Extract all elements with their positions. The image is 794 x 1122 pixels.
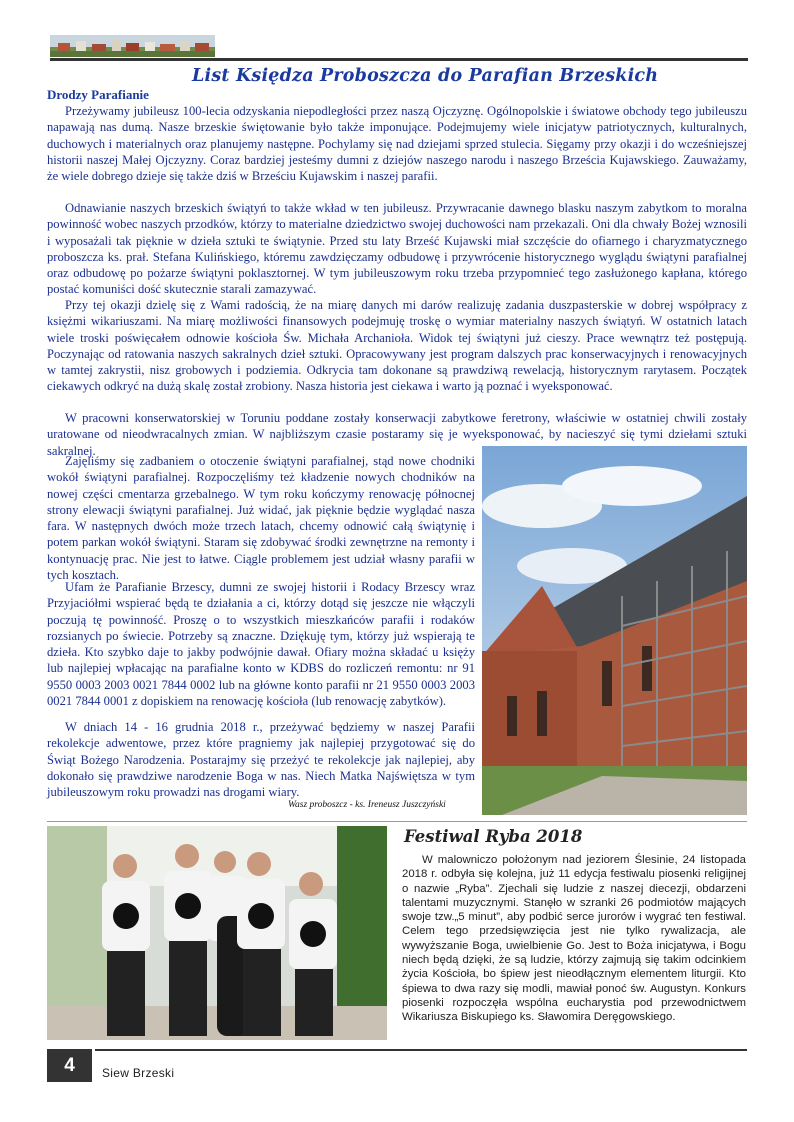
letter-signature: Wasz proboszcz - ks. Ireneusz Juszczyński	[288, 800, 446, 810]
footer-rule	[95, 1049, 747, 1051]
festival-paragraph: W malowniczo położonym nad jeziorem Ślesinie, 24 listopada 2018 r. odbyła się kolejna, już 11 edycja festiwalu piosenki religijnej o nazwie „Ryba”. Zjechali się ludzie z naszej diecezji, obdarzeni talentami muzycznymi. Stanęło w szranki 26 podmiotów mających swoje tzw.„5 minut”, aby podbić serce jurorów i wygrać ten festiwal. Celem tego przedsięwzięcia jest nie tylko rywalizacja, ale wywyższanie Boga, uwielbienie Go. Jest to Boża inicjatywa, i Bogu niech będą dzięki, że są ludzie, którzy zajmują się takim odcinkiem życia Kościoła, bo śpiew jest nieodłącznym elementem liturgii. Kto śpiewa to dwa razy się modli, mawiał ponoć św. Augustyn. Konkurs piosenki rozpoczęła wspólna eucharystia pod przewodnictwem Wikariusza Biskupiego ks. Sławomira Deręgowskiego.	[402, 854, 746, 1024]
letter-paragraph: Przy tej okazji dzielę się z Wami radością, że na miarę danych mi darów realizuję zadania duszpasterskie w dobrej współpracy z księżmi wikariuszami. Na miarę możliwości finansowych podejmuję troskę o wymiar materialny naszych świątyń. W ostatnich latach wiele troski poświęcałem odnowie kościoła Św. Michała Archanioła. Widok tej świątyni już cieszy. Prace wewnątrz też postępują. Poczynając od ratowania naszych sakralnych dzieł sztuki. Opracowywany jest program dalszych prac konserwacyjnych i renowacyjnych w tamtej zakrystii, nisz grobowych i podziemia. Odkrycia tam dokonane są prawdziwą rewelacją, historycznym rarytasem. Początek ciekawych odkryć na dużą skalę został zrobiony. Nasza historia jest ciekawa i warto ją poznać i wyeksponować.	[47, 298, 747, 394]
letter-paragraph: Zajęliśmy się zadbaniem o otoczenie świątyni parafialnej, stąd nowe chodniki wokół świątyni parafialnej. Rozpoczęliśmy też kładzenie nowych chodników na nowej części cmentarza grzebalnego. W tym roku kończymy renowację północnej strony elewacji świątyni parafialnej. Już widać, jak pięknie będzie wyglądać nasza fara. W następnych dwóch może trzech latach, chcemy odnowić całą świątynię i potem parkan wokół świątyni. Staram się zdobywać środki zewnętrzne na remonty i kontynuację prac. Nie jest to łatwe. Ciągle problemem jest udział własny parafii w tych kosztach.	[47, 454, 475, 583]
letter-paragraph: W pracowni konserwatorskiej w Toruniu poddane zostały konserwacji zabytkowe feretrony, właściwie w ostatniej chwili zostały uratowane od nieodwracalnych zmian. W najbliższym czasie postaramy się je wyeksponować, by nacieszyć się tymi dziełami sztuki sakralnej.	[47, 411, 747, 458]
band-group-photo	[47, 826, 387, 1040]
letter-paragraph: Ufam że Parafianie Brzescy, dumni ze swojej historii i Rodacy Brzescy wraz Przyjaciółmi wspierać będą te działania a ci, którzy dotąd się jeszcze nie włączyli poczują tę powinność. Proszę o to wszystkich mieszkańców parafii i rodaków rozsianych po świecie. Potrzeby są znaczne. Dziękuję tym, którzy już wspierają te dzieła. Kto szybko daje to jakby podwójnie dawał. Ofiary można składać u księży lub najlepiej wpłacając na parafialne konto w KDBS do rozliczeń remontu: nr 91 9550 0003 2003 0021 7844 0002 lub na główne konto parafii nr 21 9550 0003 2003 0021 7844 0001 z dopiskiem na renowację kościoła (lub renowację zabytków).	[47, 580, 475, 709]
letter-paragraph: Odnawianie naszych brzeskich świątyń to także wkład w ten jubileusz. Przywracanie dawnego blasku naszym zabytkom to moralna powinność wobec naszych przodków, którzy to materialne dziedzictwo swojej duchowości nam przekazali. Oni dla chwały Bożej wznosili i wyposażali tak pięknie w dzieła sztuki te świątynie. Przed stu laty Brześć Kujawski miał szczęście do ofiarnego i charyzmatycznego proboszcza ks. prał. Stefana Kulińskiego, któremu zawdzięczamy odbudowę i przywrócenie historycznego wyglądu świątyni parafialnej oraz odbudowę po pożarze świątyni poklasztornej. W tym jubileuszowym roku trzeba przypomnieć tego zasłużonego kapłana, którego postać komuniści dość skutecznie starali zamazywać.	[47, 201, 747, 297]
letter-title: List Księdza Proboszcza do Parafian Brzeskich	[192, 66, 659, 86]
church-scaffolding-photo	[482, 446, 747, 815]
section-divider	[47, 821, 747, 822]
festival-title: Festiwal Ryba 2018	[404, 827, 583, 846]
letter-paragraph: W dniach 14 - 16 grudnia 2018 r., przeżywać będziemy w naszej Parafii rekolekcje adwentowe, przez które pragniemy jak najlepiej przygotować się do Świąt Bożego Narodzenia. Postarajmy się przeżyć te rekolekcje jak najlepiej, aby dokonało się prawdziwe narodzenie Boga w nas. Niech Matka Najświętsza w tym jubileuszowym roku prowadzi nas drogami wiary.	[47, 720, 475, 800]
letter-greeting: Drodzy Parafianie	[47, 87, 149, 102]
page-number: 4	[47, 1049, 92, 1082]
header-village-photo	[50, 35, 215, 57]
publication-name: Siew Brzeski	[102, 1066, 175, 1080]
letter-paragraph: Przeżywamy jubileusz 100-lecia odzyskania niepodległości przez naszą Ojczyznę. Ogólnopolskie i światowe obchody tego jubileuszu napawają nas dumą. Nasze brzeskie świętowanie było także imponujące. Podejmujemy wiele inicjatyw patriotycznych, kulturalnych, duchowych i materialnych oraz planujemy następne. Pochylamy się nad dziejami sprzed stulecia. Sięgamy przy okazji i do wcześniejszej historii naszej Małej Ojczyzny. Coraz bardziej jesteśmy dumni z dziejów naszego narodu i naszego Brześcia Kujawskiego. Zauważamy, że wiele dobrego dzieje się także dziś w Brześciu Kujawskim i naszej parafii.	[47, 104, 747, 184]
header-rule	[50, 58, 748, 61]
